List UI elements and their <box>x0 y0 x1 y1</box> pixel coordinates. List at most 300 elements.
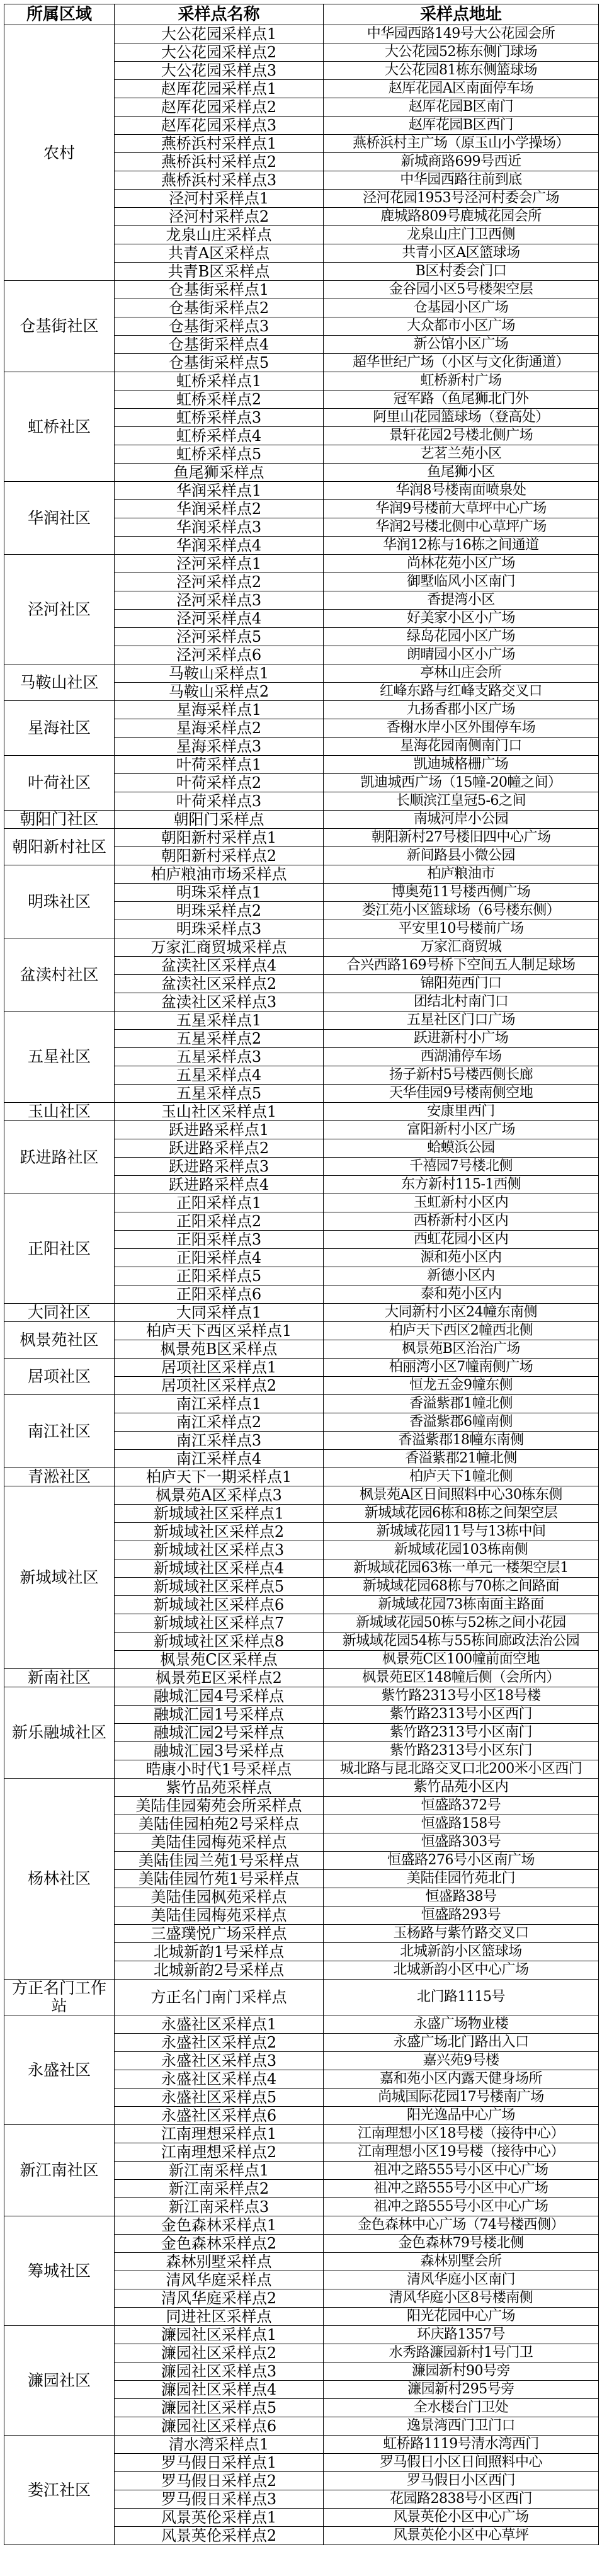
header-site-name: 采样点名称 <box>115 4 324 25</box>
table-row <box>4 701 599 719</box>
table-row <box>4 2015 599 2034</box>
table-row <box>4 865 599 884</box>
site-address-cell: 景轩花园2号楼北侧广场 <box>324 427 599 445</box>
site-name-cell: 跃进路采样点2 <box>115 1139 324 1158</box>
site-address-cell: 冠军路（鱼尾狮北门外 <box>324 390 599 409</box>
site-address-cell: 凯迪城西广场（15幢-20幢之间） <box>324 774 599 792</box>
site-name-cell: 华润采样点4 <box>115 537 324 555</box>
site-address-cell: 尚城国际花园17号楼南广场 <box>324 2089 599 2107</box>
table-row <box>4 1121 599 1139</box>
site-name-cell: 金色森林采样点1 <box>115 2216 324 2235</box>
site-address-cell: 超华世纪广场（小区与文化街通道） <box>324 354 599 372</box>
site-name-cell: 赵厍花园采样点2 <box>115 98 324 117</box>
table-row <box>4 2326 599 2344</box>
site-address-cell: 锦阳苑西门口 <box>324 975 599 993</box>
site-address-cell: 扬子新村5号楼西侧长廊 <box>324 1066 599 1085</box>
site-name-cell: 濂园社区采样点4 <box>115 2381 324 2399</box>
site-address-cell: 柏庐天下1幢北侧 <box>324 1468 599 1486</box>
site-address-cell: 祖冲之路555号小区中心广场 <box>324 2162 599 2180</box>
site-address-cell: 全水楼台门卫处 <box>324 2399 599 2417</box>
site-address-cell: 环庆路1357号 <box>324 2326 599 2344</box>
site-name-cell: 濂园社区采样点6 <box>115 2417 324 2436</box>
site-name-cell: 正阳采样点1 <box>115 1194 324 1212</box>
site-name-cell: 盆渎社区采样点4 <box>115 957 324 975</box>
site-name-cell: 五星采样点5 <box>115 1085 324 1103</box>
site-name-cell: 泾河采样点3 <box>115 591 324 610</box>
table-row <box>4 1395 599 1413</box>
site-address-cell: 香溢紫郡6幢南侧 <box>324 1413 599 1432</box>
site-name-cell: 虹桥采样点1 <box>115 372 324 390</box>
area-cell: 朝阳门社区 <box>4 811 115 829</box>
site-address-cell: 玉虹新村小区内 <box>324 1194 599 1212</box>
site-name-cell: 五星采样点4 <box>115 1066 324 1085</box>
site-name-cell: 泾河采样点6 <box>115 646 324 664</box>
site-name-cell: 盆渎社区采样点3 <box>115 993 324 1012</box>
site-address-cell: 香溢紫郡18幢东南侧 <box>324 1432 599 1450</box>
area-cell: 新南社区 <box>4 1669 115 1687</box>
site-address-cell: 恒龙五金9幢东侧 <box>324 1377 599 1395</box>
site-name-cell: 融城汇园3号采样点 <box>115 1742 324 1760</box>
site-name-cell: 融城汇园2号采样点 <box>115 1724 324 1742</box>
site-address-cell: 花园路2838号小区西门 <box>324 2490 599 2509</box>
site-address-cell: 华润12栋与16栋之间通道 <box>324 537 599 555</box>
site-name-cell: 华润采样点2 <box>115 500 324 518</box>
site-address-cell: 金色森林79号楼北侧 <box>324 2235 599 2253</box>
site-address-cell: 朝阳新村27号楼旧四中心广场 <box>324 829 599 847</box>
area-cell: 娄江社区 <box>4 2436 115 2545</box>
header-row <box>4 4 599 25</box>
header-site-address: 采样点地址 <box>324 4 599 25</box>
site-address-cell: 西桥新村小区内 <box>324 1212 599 1231</box>
site-address-cell: 枫景苑A区日间照料中心30栋东侧 <box>324 1486 599 1505</box>
table-row <box>4 756 599 774</box>
area-cell: 华润社区 <box>4 482 115 555</box>
site-name-cell: 新城域社区采样点2 <box>115 1523 324 1541</box>
site-name-cell: 新城域社区采样点4 <box>115 1559 324 1578</box>
site-address-cell: 新城商路699号西近 <box>324 153 599 171</box>
site-name-cell: 新城域社区采样点1 <box>115 1505 324 1523</box>
site-address-cell: 凯迪城格栅广场 <box>324 756 599 774</box>
site-address-cell: 星海花园南侧南门口 <box>324 738 599 756</box>
area-cell: 朝阳新村社区 <box>4 829 115 865</box>
site-address-cell: 嘉和苑小区内露天健身场所 <box>324 2070 599 2089</box>
site-name-cell: 新城域社区采样点6 <box>115 1596 324 1614</box>
site-address-cell: 柏丽湾小区7幢南侧广场 <box>324 1359 599 1377</box>
site-address-cell: 新德小区内 <box>324 1267 599 1285</box>
site-name-cell: 居项社区采样点1 <box>115 1359 324 1377</box>
site-name-cell: 新城域社区采样点7 <box>115 1614 324 1633</box>
site-address-cell: 燕桥浜村主广场（原玉山小学操场） <box>324 135 599 153</box>
area-cell: 新乐融城社区 <box>4 1687 115 1779</box>
site-name-cell: 五星采样点1 <box>115 1012 324 1030</box>
site-address-cell: 大公花园52栋东侧门球场 <box>324 43 599 62</box>
site-name-cell: 罗马假日采样点2 <box>115 2472 324 2490</box>
site-address-cell: 博奥苑11号楼西侧广场 <box>324 884 599 902</box>
site-name-cell: 星海采样点2 <box>115 719 324 738</box>
site-name-cell: 江南理想采样点1 <box>115 2125 324 2143</box>
site-name-cell: 紫竹品苑采样点 <box>115 1779 324 1797</box>
site-name-cell: 三盛璞悦广场采样点 <box>115 1925 324 1943</box>
site-address-cell: 新公馆小区广场 <box>324 336 599 354</box>
site-name-cell: 美陆佳园竹苑1号采样点 <box>115 1870 324 1888</box>
site-address-cell: 新城域花园50栋与52栋之间小花园 <box>324 1614 599 1633</box>
site-name-cell: 南江采样点3 <box>115 1432 324 1450</box>
site-name-cell: 晧康小时代1号采样点 <box>115 1760 324 1779</box>
site-address-cell: 团结北村南门口 <box>324 993 599 1012</box>
table-row <box>4 664 599 683</box>
area-cell: 仓基街社区 <box>4 281 115 372</box>
site-name-cell: 泾河采样点2 <box>115 573 324 591</box>
site-name-cell: 大公花园采样点2 <box>115 43 324 62</box>
area-cell: 星海社区 <box>4 701 115 756</box>
table-row <box>4 2436 599 2454</box>
site-name-cell: 正阳采样点2 <box>115 1212 324 1231</box>
site-address-cell: 阳光花园中心广场 <box>324 2308 599 2326</box>
site-address-cell: 源和苑小区内 <box>324 1249 599 1267</box>
site-address-cell: 逸景湾西门卫门口 <box>324 2417 599 2436</box>
site-name-cell: 仓基街采样点2 <box>115 299 324 317</box>
site-name-cell: 北城新韵2号采样点 <box>115 1961 324 1980</box>
site-name-cell: 风景英伦采样点1 <box>115 2509 324 2527</box>
site-name-cell: 仓基街采样点3 <box>115 317 324 336</box>
table-row <box>4 1359 599 1377</box>
site-address-cell: 紫竹路2313号小区东门 <box>324 1742 599 1760</box>
site-address-cell: 大公花园81栋东侧篮球场 <box>324 62 599 80</box>
site-address-cell: 富阳新村小区广场 <box>324 1121 599 1139</box>
site-name-cell: 枫景苑E区采样点2 <box>115 1669 324 1687</box>
site-address-cell: 千禧园7号楼北侧 <box>324 1158 599 1176</box>
site-address-cell: 森林别墅会所 <box>324 2253 599 2271</box>
area-cell: 筹城社区 <box>4 2216 115 2326</box>
area-cell: 新江南社区 <box>4 2125 115 2216</box>
site-name-cell: 龙泉山庄采样点 <box>115 226 324 244</box>
site-name-cell: 森林别墅采样点 <box>115 2253 324 2271</box>
site-name-cell: 朝阳新村采样点2 <box>115 847 324 865</box>
table-row <box>4 1468 599 1486</box>
site-name-cell: 叶荷采样点2 <box>115 774 324 792</box>
site-address-cell: 虹桥新村广场 <box>324 372 599 390</box>
site-name-cell: 仓基街采样点1 <box>115 281 324 299</box>
site-address-cell: 香溢紫郡21幢北侧 <box>324 1450 599 1468</box>
site-name-cell: 南江采样点1 <box>115 1395 324 1413</box>
table-row <box>4 829 599 847</box>
site-name-cell: 马鞍山采样点1 <box>115 664 324 683</box>
site-address-cell: 天华佳园9号楼南侧空地 <box>324 1085 599 1103</box>
site-address-cell: 北城新韵小区篮球场 <box>324 1943 599 1961</box>
site-name-cell: 新城域社区采样点8 <box>115 1633 324 1651</box>
area-cell: 明珠社区 <box>4 865 115 938</box>
table-row <box>4 1304 599 1322</box>
site-address-cell: 城北路与昆北路交叉口北200米小区西门 <box>324 1760 599 1779</box>
area-cell: 农村 <box>4 25 115 281</box>
site-name-cell: 美陆佳园梅苑采样点 <box>115 1906 324 1925</box>
table-row <box>4 1012 599 1030</box>
site-name-cell: 虹桥采样点4 <box>115 427 324 445</box>
site-name-cell: 鱼尾狮采样点 <box>115 464 324 482</box>
site-address-cell: 恒盛路293号 <box>324 1906 599 1925</box>
site-address-cell: 泰和苑小区内 <box>324 1285 599 1304</box>
site-name-cell: 濂园社区采样点5 <box>115 2399 324 2417</box>
site-name-cell: 明珠采样点3 <box>115 920 324 938</box>
site-name-cell: 虹桥采样点5 <box>115 445 324 464</box>
site-address-cell: 中华园西路149号大公花园会所 <box>324 25 599 43</box>
table-row <box>4 1980 599 2015</box>
site-name-cell: 居项社区采样点2 <box>115 1377 324 1395</box>
site-name-cell: 明珠采样点2 <box>115 902 324 920</box>
site-name-cell: 永盛社区采样点3 <box>115 2052 324 2070</box>
table-body <box>4 25 599 2545</box>
site-name-cell: 永盛社区采样点2 <box>115 2034 324 2052</box>
site-name-cell: 永盛社区采样点5 <box>115 2089 324 2107</box>
site-address-cell: 赵厍花园A区南面停车场 <box>324 80 599 98</box>
site-address-cell: 仓基园小区广场 <box>324 299 599 317</box>
site-address-cell: B区村委会门口 <box>324 263 599 281</box>
site-address-cell: 柏庐粮油市 <box>324 865 599 884</box>
site-address-cell: 好美家小区小广场 <box>324 610 599 628</box>
header-area: 所属区域 <box>4 4 115 25</box>
site-name-cell: 濂园社区采样点1 <box>115 2326 324 2344</box>
site-address-cell: 金谷园小区5号楼架空层 <box>324 281 599 299</box>
site-name-cell: 泾河村采样点2 <box>115 208 324 226</box>
site-address-cell: 泾河花园1953号泾河村委会广场 <box>324 190 599 208</box>
table-row <box>4 1669 599 1687</box>
site-name-cell: 共青B区采样点 <box>115 263 324 281</box>
area-cell: 永盛社区 <box>4 2015 115 2125</box>
table-row <box>4 482 599 500</box>
site-name-cell: 美陆佳园枫苑采样点 <box>115 1888 324 1906</box>
site-address-cell: 龙泉山庄门卫西侧 <box>324 226 599 244</box>
site-address-cell: 艺茗兰苑小区 <box>324 445 599 464</box>
site-name-cell: 华润采样点1 <box>115 482 324 500</box>
site-name-cell: 泾河采样点4 <box>115 610 324 628</box>
site-address-cell: 祖冲之路555号小区中心广场 <box>324 2180 599 2198</box>
table-row <box>4 1779 599 1797</box>
site-name-cell: 美陆佳园柏苑2号采样点 <box>115 1815 324 1833</box>
site-name-cell: 融城汇园4号采样点 <box>115 1687 324 1706</box>
site-address-cell: 紫竹路2313号小区18号楼 <box>324 1687 599 1706</box>
site-name-cell: 叶荷采样点3 <box>115 792 324 811</box>
site-name-cell: 罗马假日采样点1 <box>115 2454 324 2472</box>
site-address-cell: 绿岛花园小区广场 <box>324 628 599 646</box>
site-address-cell: 平安里10号楼前广场 <box>324 920 599 938</box>
site-address-cell: 御墅临风小区南门 <box>324 573 599 591</box>
site-address-cell: 中华园西路往前到底 <box>324 171 599 190</box>
site-address-cell: 虹桥路1119号清水湾西门 <box>324 2436 599 2454</box>
site-name-cell: 燕桥浜村采样点3 <box>115 171 324 190</box>
site-address-cell: 新城域花园73栋南面主路面 <box>324 1596 599 1614</box>
site-address-cell: 罗马假日小区西门 <box>324 2472 599 2490</box>
site-address-cell: 东方新村115-1西侧 <box>324 1176 599 1194</box>
site-address-cell: 南城河岸小公园 <box>324 811 599 829</box>
site-name-cell: 泾河采样点5 <box>115 628 324 646</box>
site-address-cell: 西湖浦停车场 <box>324 1048 599 1066</box>
site-address-cell: 永盛广场物业楼 <box>324 2015 599 2034</box>
site-name-cell: 正阳采样点3 <box>115 1231 324 1249</box>
area-cell: 马鞍山社区 <box>4 664 115 701</box>
site-name-cell: 清水湾采样点1 <box>115 2436 324 2454</box>
site-name-cell: 罗马假日采样点3 <box>115 2490 324 2509</box>
site-address-cell: 新城域花园54栋与55栋间廊政法治公园 <box>324 1633 599 1651</box>
site-address-cell: 共青小区A区篮球场 <box>324 244 599 263</box>
site-address-cell: 江南理想小区19号楼（接待中心） <box>324 2143 599 2162</box>
site-address-cell: 濂园新村90号旁 <box>324 2362 599 2381</box>
site-address-cell: 尚林花苑小区广场 <box>324 555 599 573</box>
site-address-cell: 鱼尾狮小区 <box>324 464 599 482</box>
site-name-cell: 美陆佳园梅苑采样点 <box>115 1833 324 1852</box>
area-cell: 跃进路社区 <box>4 1121 115 1194</box>
site-address-cell: 祖冲之路555号小区中心广场 <box>324 2198 599 2216</box>
table-row <box>4 372 599 390</box>
site-name-cell: 正阳采样点6 <box>115 1285 324 1304</box>
site-address-cell: 紫竹路2313号小区南门 <box>324 1724 599 1742</box>
site-address-cell: 朗晴园小区小广场 <box>324 646 599 664</box>
site-name-cell: 大公花园采样点3 <box>115 62 324 80</box>
table-row <box>4 555 599 573</box>
site-name-cell: 新江南采样点1 <box>115 2162 324 2180</box>
site-name-cell: 赵厍花园采样点1 <box>115 80 324 98</box>
site-address-cell: 枫景苑C区100幢前面空地 <box>324 1651 599 1669</box>
site-address-cell: 新间路县小微公园 <box>324 847 599 865</box>
site-address-cell: 永盛广场北门路出入口 <box>324 2034 599 2052</box>
site-address-cell: 新城域花园11号与13栋中间 <box>324 1523 599 1541</box>
site-address-cell: 赵厍花园B区南门 <box>324 98 599 117</box>
sampling-sites-table <box>4 4 599 2545</box>
site-name-cell: 大公花园采样点1 <box>115 25 324 43</box>
site-address-cell: 五星社区门口广场 <box>324 1012 599 1030</box>
site-name-cell: 跃进路采样点3 <box>115 1158 324 1176</box>
site-address-cell: 娄江苑小区篮球场（6号楼东侧） <box>324 902 599 920</box>
area-cell: 大同社区 <box>4 1304 115 1322</box>
table-row <box>4 938 599 957</box>
site-address-cell: 清风华庭小区南门 <box>324 2271 599 2289</box>
site-address-cell: 江南理想小区18号楼（接待中心） <box>324 2125 599 2143</box>
site-name-cell: 虹桥采样点3 <box>115 409 324 427</box>
site-name-cell: 柏庐天下一期采样点1 <box>115 1468 324 1486</box>
area-cell: 五星社区 <box>4 1012 115 1103</box>
site-name-cell: 正阳采样点5 <box>115 1267 324 1285</box>
site-name-cell: 永盛社区采样点6 <box>115 2107 324 2125</box>
site-address-cell: 安康里西门 <box>324 1103 599 1121</box>
site-name-cell: 五星采样点3 <box>115 1048 324 1066</box>
site-address-cell: 跃进新村小广场 <box>324 1030 599 1048</box>
site-name-cell: 柏庐天下西区采样点1 <box>115 1322 324 1340</box>
table-row <box>4 1322 599 1340</box>
site-name-cell: 枫景苑C区采样点 <box>115 1651 324 1669</box>
site-name-cell: 马鞍山采样点2 <box>115 683 324 701</box>
site-name-cell: 新江南采样点3 <box>115 2198 324 2216</box>
site-name-cell: 美陆佳园菊苑会所采样点 <box>115 1797 324 1815</box>
site-name-cell: 江南理想采样点2 <box>115 2143 324 2162</box>
site-name-cell: 五星采样点2 <box>115 1030 324 1048</box>
site-address-cell: 恒盛路303号 <box>324 1833 599 1852</box>
table-row <box>4 1103 599 1121</box>
site-address-cell: 枫景苑B区治治广场 <box>324 1340 599 1359</box>
site-name-cell: 共青A区采样点 <box>115 244 324 263</box>
site-address-cell: 风景英伦小区中心广场 <box>324 2509 599 2527</box>
site-name-cell: 濂园社区采样点3 <box>115 2362 324 2381</box>
area-cell: 青淞社区 <box>4 1468 115 1486</box>
site-name-cell: 仓基街采样点4 <box>115 336 324 354</box>
site-address-cell: 美陆佳园竹苑北门 <box>324 1870 599 1888</box>
site-name-cell: 融城汇园1号采样点 <box>115 1706 324 1724</box>
site-name-cell: 虹桥采样点2 <box>115 390 324 409</box>
site-address-cell: 阳光逸品中心广场 <box>324 2107 599 2125</box>
area-cell: 方正名门工作站 <box>4 1980 115 2015</box>
area-cell: 泾河社区 <box>4 555 115 664</box>
table-row <box>4 811 599 829</box>
site-address-cell: 红峰东路与红峰支路交叉口 <box>324 683 599 701</box>
site-name-cell: 燕桥浜村采样点2 <box>115 153 324 171</box>
site-name-cell: 盆渎社区采样点2 <box>115 975 324 993</box>
site-address-cell: 华润2号楼北侧中心草坪广场 <box>324 518 599 537</box>
area-cell: 玉山社区 <box>4 1103 115 1121</box>
area-cell: 正阳社区 <box>4 1194 115 1304</box>
site-name-cell: 新江南采样点2 <box>115 2180 324 2198</box>
site-name-cell: 方正名门南门采样点 <box>115 1980 324 2015</box>
site-name-cell: 新城域社区采样点5 <box>115 1578 324 1596</box>
site-name-cell: 风景英伦采样点2 <box>115 2527 324 2545</box>
area-cell: 叶荷社区 <box>4 756 115 811</box>
site-address-cell: 华润8号楼南面喷泉处 <box>324 482 599 500</box>
site-name-cell: 燕桥浜村采样点1 <box>115 135 324 153</box>
table-header <box>4 4 599 25</box>
site-address-cell: 罗马假日小区日间照料中心 <box>324 2454 599 2472</box>
site-name-cell: 南江采样点4 <box>115 1450 324 1468</box>
site-address-cell: 新城域花园6栋和8栋之间架空层 <box>324 1505 599 1523</box>
site-address-cell: 西虹花园小区内 <box>324 1231 599 1249</box>
site-address-cell: 紫竹品苑小区内 <box>324 1779 599 1797</box>
site-name-cell: 清风华庭采样点2 <box>115 2289 324 2308</box>
site-address-cell: 合兴西路169号桥下空间五人制足球场 <box>324 957 599 975</box>
site-address-cell: 香溢紫郡1幢北侧 <box>324 1395 599 1413</box>
site-address-cell: 鹿城路809号鹿城花园会所 <box>324 208 599 226</box>
area-cell: 枫景苑社区 <box>4 1322 115 1359</box>
area-cell: 杨林社区 <box>4 1779 115 1980</box>
site-address-cell: 水秀路濂园新村1号门卫 <box>324 2344 599 2362</box>
site-name-cell: 华润采样点3 <box>115 518 324 537</box>
site-name-cell: 柏庐粮油市场采样点 <box>115 865 324 884</box>
site-name-cell: 清风华庭采样点 <box>115 2271 324 2289</box>
site-address-cell: 大同新村小区24幢东南侧 <box>324 1304 599 1322</box>
table-row <box>4 1486 599 1505</box>
site-address-cell: 香提湾小区 <box>324 591 599 610</box>
site-address-cell: 北城新韵小区中心广场 <box>324 1961 599 1980</box>
site-address-cell: 清风华庭小区8号楼南侧 <box>324 2289 599 2308</box>
site-address-cell: 万家汇商贸城 <box>324 938 599 957</box>
site-address-cell: 阿里山花园篮球场（登高处） <box>324 409 599 427</box>
table-row <box>4 25 599 43</box>
site-name-cell: 叶荷采样点1 <box>115 756 324 774</box>
area-cell: 南江社区 <box>4 1395 115 1468</box>
site-name-cell: 朝阳新村采样点1 <box>115 829 324 847</box>
site-address-cell: 香榭水岸小区外围停车场 <box>324 719 599 738</box>
site-address-cell: 新城域花园103栋南侧 <box>324 1541 599 1559</box>
site-name-cell: 金色森林采样点2 <box>115 2235 324 2253</box>
site-name-cell: 朝阳门采样点 <box>115 811 324 829</box>
table-row <box>4 2216 599 2235</box>
table-row <box>4 1194 599 1212</box>
site-address-cell: 枫景苑E区148幢后侧（会所内） <box>324 1669 599 1687</box>
site-name-cell: 永盛社区采样点4 <box>115 2070 324 2089</box>
site-address-cell: 新城域花园63栋一单元一楼架空层1 <box>324 1559 599 1578</box>
site-name-cell: 泾河采样点1 <box>115 555 324 573</box>
area-cell: 濂园社区 <box>4 2326 115 2436</box>
table-row <box>4 1687 599 1706</box>
site-name-cell: 新城域社区采样点3 <box>115 1541 324 1559</box>
site-name-cell: 玉山社区采样点1 <box>115 1103 324 1121</box>
site-name-cell: 万家汇商贸城采样点 <box>115 938 324 957</box>
site-address-cell: 濂园新村295号旁 <box>324 2381 599 2399</box>
